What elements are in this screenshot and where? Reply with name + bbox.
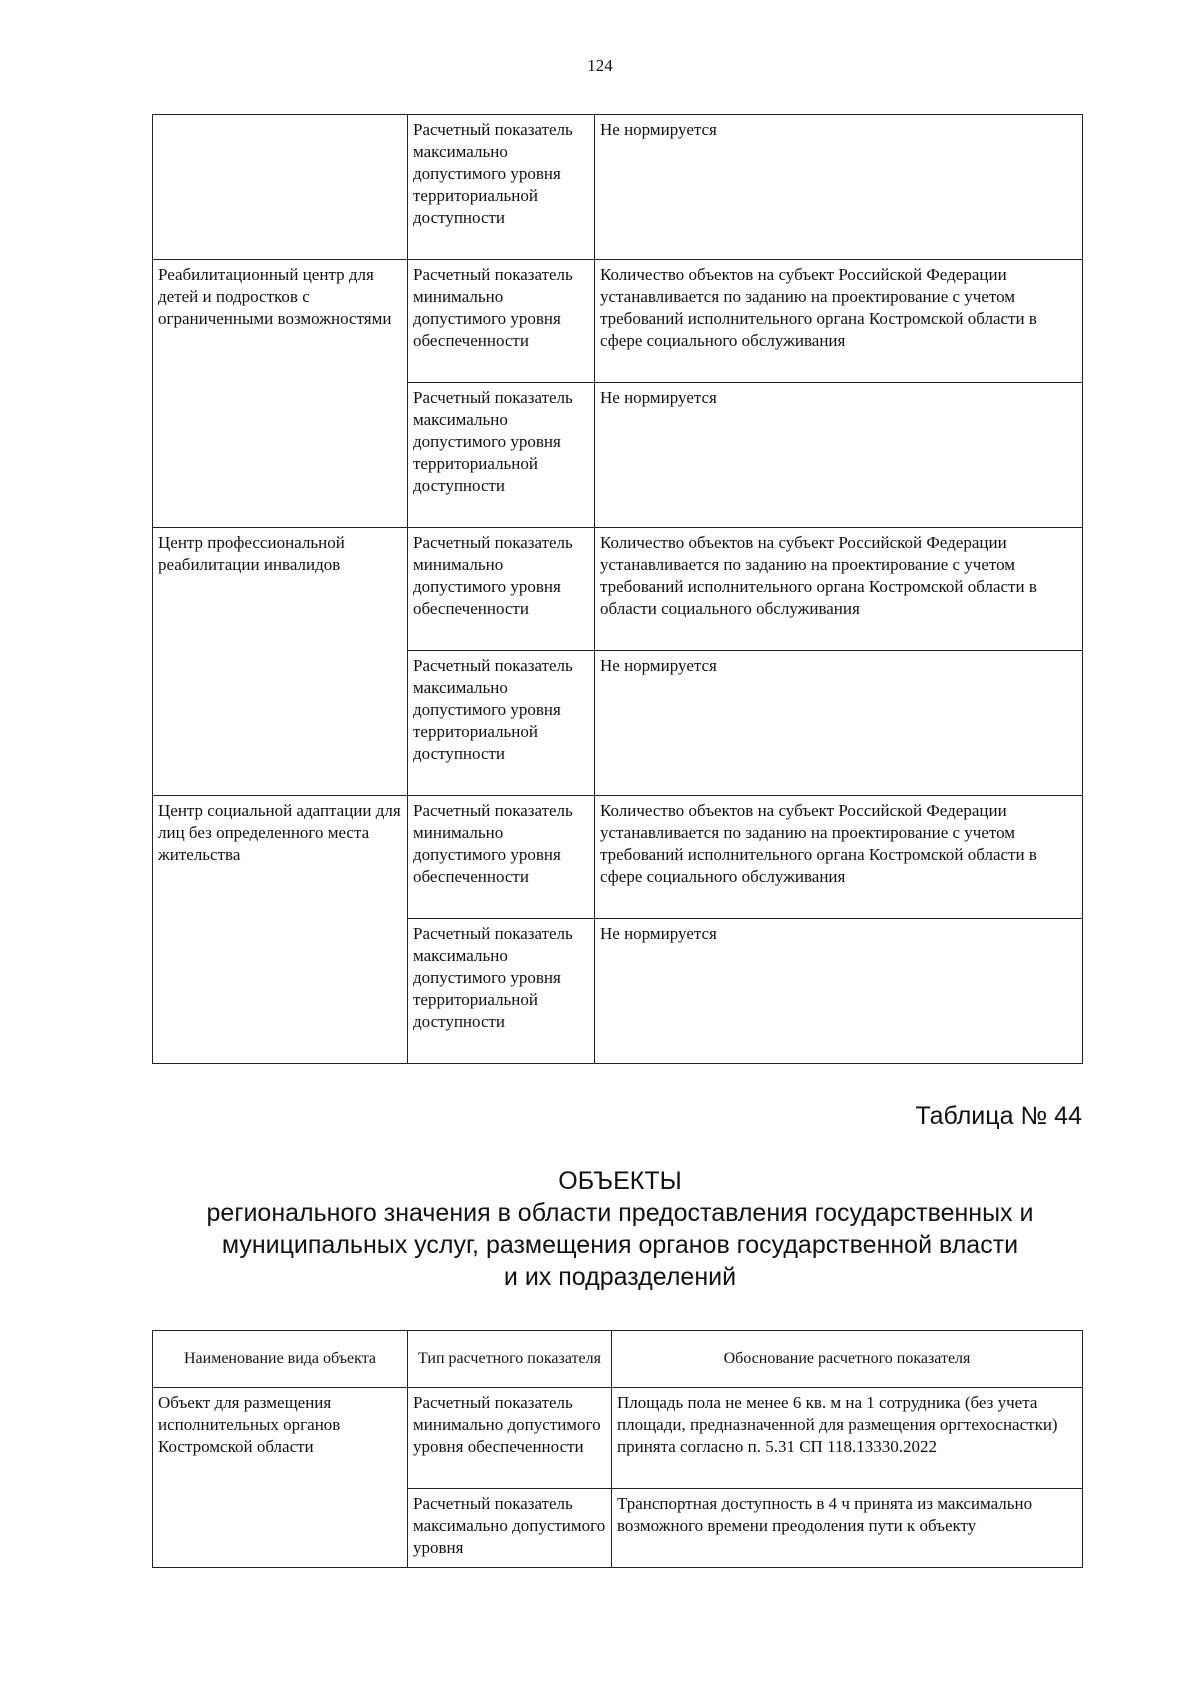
table-caption: Таблица № 44 [915, 1102, 1082, 1130]
heading-subtitle-line: регионального значения в области предоставления государственных и [206, 1199, 1034, 1227]
indicator-type-cell: Расчетный показатель максимально допустимого уровня территориальной доступности [408, 919, 595, 1064]
indicator-type-cell: Расчетный показатель минимально допустимого уровня обеспеченности [408, 260, 595, 383]
table-header-row [153, 1331, 1083, 1388]
table-row [153, 260, 1083, 383]
table-row [153, 528, 1083, 651]
indicator-basis-cell: Количество объектов на субъект Российской Федерации устанавливается по заданию на проектирование с учетом требований исполнительного органа Костромской области в сфере социального обслуживания [595, 260, 1083, 383]
heading-subtitle-line: и их подразделений [503, 1263, 737, 1291]
indicator-basis-cell: Транспортная доступность в 4 ч принята из максимально возможного времени преодоления пути к объекту [612, 1489, 1083, 1568]
indicator-type-cell: Расчетный показатель минимально допустимого уровня обеспеченности [408, 528, 595, 651]
indicator-type-cell: Расчетный показатель максимально допустимого уровня территориальной доступности [408, 651, 595, 796]
indicator-basis-cell: Площадь пола не менее 6 кв. м на 1 сотрудника (без учета площади, предназначенной для размещения оргтехоснастки) принята согласно п. 5.31 СП 118.13330.2022 [612, 1388, 1083, 1489]
table-row [153, 796, 1083, 919]
object-cell: Центр социальной адаптации для лиц без определенного места жительства [153, 796, 408, 1064]
object-cell [153, 115, 408, 260]
table-row [153, 1388, 1083, 1489]
indicator-type-cell: Расчетный показатель максимально допустимого уровня территориальной доступности [408, 115, 595, 260]
column-header-type: Тип расчетного показателя [408, 1331, 612, 1388]
column-header-object: Наименование вида объекта [153, 1331, 408, 1388]
regional-objects-table-continued [152, 114, 1083, 1064]
object-cell: Реабилитационный центр для детей и подростков с ограниченными возможностями [153, 260, 408, 528]
section-heading [130, 1165, 1110, 1293]
indicator-type-cell: Расчетный показатель минимально допустимого уровня обеспеченности [408, 796, 595, 919]
indicator-type-cell: Расчетный показатель минимально допустимого уровня обеспеченности [408, 1388, 612, 1489]
object-cell: Объект для размещения исполнительных органов Костромской области [153, 1388, 408, 1568]
heading-subtitle-line: муниципальных услуг, размещения органов государственной власти [221, 1231, 1019, 1259]
page-number: 124 [587, 56, 613, 75]
indicator-basis-cell: Количество объектов на субъект Российской Федерации устанавливается по заданию на проектирование с учетом требований исполнительного органа Костромской области в сфере социального обслуживания [595, 796, 1083, 919]
government-services-objects-table [152, 1330, 1083, 1568]
indicator-basis-cell: Не нормируется [595, 919, 1083, 1064]
column-header-basis: Обоснование расчетного показателя [612, 1331, 1083, 1388]
object-cell: Центр профессиональной реабилитации инвалидов [153, 528, 408, 796]
indicator-basis-cell: Не нормируется [595, 651, 1083, 796]
indicator-basis-cell: Не нормируется [595, 383, 1083, 528]
indicator-type-cell: Расчетный показатель максимально допустимого уровня территориальной доступности [408, 383, 595, 528]
indicator-basis-cell: Количество объектов на субъект Российской Федерации устанавливается по заданию на проектирование с учетом требований исполнительного органа Костромской области в области социального обслуживания [595, 528, 1083, 651]
indicator-type-cell: Расчетный показатель максимально допустимого уровня [408, 1489, 612, 1568]
indicator-basis-cell: Не нормируется [595, 115, 1083, 260]
heading-title: ОБЪЕКТЫ [558, 1167, 682, 1195]
table-row [153, 115, 1083, 260]
